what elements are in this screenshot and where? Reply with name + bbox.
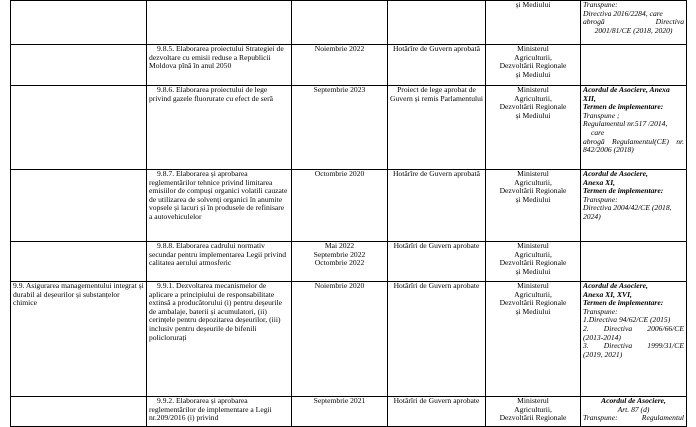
note-line: Acordul de Asociere, (583, 281, 648, 290)
note-line: 842/2006 (2018) (583, 145, 634, 155)
notes-cell (581, 242, 687, 282)
authority-cell (486, 1, 581, 45)
subaction-cell: 9.8.6. Elaborarea proiectului de lege privind gazele fluorurate cu efect de seră (147, 86, 292, 170)
subaction-cell (147, 1, 292, 45)
authority-line: și Mediului (515, 194, 551, 204)
note-line: Anexa XI, XVI, (583, 289, 632, 299)
authority-line: Agriculturii, (514, 289, 552, 299)
deadline-cell: Septembrie 2021 (292, 397, 388, 427)
note-line: Anexa XI, (583, 177, 616, 187)
authority-line: Ministerul (517, 169, 549, 178)
table-row (11, 1, 687, 45)
authority-cell (486, 170, 581, 242)
note-line: 2024) (583, 211, 601, 221)
authority-line: Dezvoltării Regionale (499, 61, 567, 71)
notes-cell (581, 1, 687, 45)
authority-line: Ministerul (517, 396, 549, 405)
result-cell: Hotărîri de Guvern aprobate (388, 397, 486, 427)
note-line: (2019, 2021) (583, 349, 623, 359)
authority-cell (486, 45, 581, 86)
note-line: Transpune: Regulamentul (583, 413, 684, 423)
action-cell (11, 45, 147, 86)
authority-line: Dezvoltării Regionale (499, 413, 567, 423)
note-line: Termen de implementare: (583, 298, 664, 308)
table-row (11, 397, 687, 427)
action-cell (11, 170, 147, 242)
action-cell (11, 397, 147, 427)
action-cell (11, 242, 147, 282)
authority-line: Ministerul (517, 281, 549, 290)
note-line: Termen de implementare: (583, 102, 664, 112)
notes-cell (581, 170, 687, 242)
notes-cell (581, 86, 687, 170)
subaction-cell: 9.8.5. Elaborarea proiectului Strategiei de dezvoltare cu emisii reduse a Republicii Moldova pînă în anul 2050 (147, 45, 292, 86)
subaction-cell: 9.8.8. Elaborarea cadrului normativ secundar pentru implementarea Legii privind calitatea aerului atmosferic (147, 242, 292, 282)
authority-line: Agriculturii, (514, 52, 552, 62)
deadline-cell (292, 1, 388, 45)
authority-line: și Mediului (515, 0, 551, 9)
note-line: 2001/81/CE (2018, 2020) (594, 25, 673, 35)
note-line: Directiva 2016/2284, care (583, 8, 663, 18)
authority-line: și Mediului (515, 306, 551, 316)
deadline-cell: Septembrie 2023 (292, 86, 388, 170)
action-cell (11, 86, 147, 170)
authority-line: Ministerul (517, 44, 549, 53)
table-row (11, 282, 687, 397)
table-row (11, 242, 687, 282)
action-cell: 9.9. Asigurarea managementului integrat și durabil al deșeurilor și substanțelor chimice (11, 282, 147, 397)
authority-line: Ministerul (517, 241, 549, 250)
subaction-cell: 9.8.7. Elaborarea și aprobarea reglementărilor tehnice privind limitarea emisiilor de compuși organici volatili cauzate de utilizarea de solvenți organici în anumite vopsele și lacuri și în produsele de refinisare a autovehiculelor (147, 170, 292, 242)
action-plan-table (10, 0, 687, 427)
note-line: abrogă Regulamentul(CE) nr. (583, 136, 684, 146)
authority-line: Agriculturii, (514, 93, 552, 103)
note-line: Art. 87 (d) (617, 404, 650, 414)
result-cell: Hotărîre de Guvern aprobată (388, 45, 486, 86)
deadline-cell (292, 242, 388, 282)
note-line: abrogă Directiva (583, 17, 684, 27)
authority-cell (486, 397, 581, 427)
notes-cell (581, 397, 687, 427)
table-row (11, 45, 687, 86)
subaction-cell: 9.9.2. Elaborarea și aprobarea reglementărilor de implementare a Legii nr.209/2016 (i) privind (147, 397, 292, 427)
note-line: Directiva 2004/42/CE (2018, (583, 203, 672, 213)
note-line: care (591, 127, 605, 137)
table-row (11, 170, 687, 242)
note-line: 1.Directiva 94/62/CE (2015) (583, 315, 671, 325)
notes-cell (581, 45, 687, 86)
note-line: Transpune: (583, 0, 618, 9)
result-cell: Hotărîri de Guvern aprobate (388, 282, 486, 397)
authority-line: și Mediului (515, 266, 551, 276)
authority-line: Dezvoltării Regionale (499, 186, 567, 196)
deadline-line: Mai 2022 (324, 241, 355, 250)
note-line: Transpune: (583, 306, 618, 316)
note-line: Termen de implementare: (583, 186, 664, 196)
subaction-cell: 9.9.1. Dezvoltarea mecanismelor de aplicare a principiului de responsabilitate extinsă a producătorului (i) pentru deșeurile de ambalaje, baterii și acumulatori, (ii) cerințele pentru depozitarea deșeurilor, (iii) inclusiv pentru deșeurile de bifenili policlorurați (147, 282, 292, 397)
deadline-cell: Noiembrie 2022 (292, 45, 388, 86)
note-line: Acordul de Asociere, (601, 396, 666, 405)
note-line: (2013-2014) (583, 332, 621, 342)
authority-cell (486, 242, 581, 282)
authority-line: Agriculturii, (514, 177, 552, 187)
note-line: Transpune ; (583, 110, 620, 120)
action-cell (11, 1, 147, 45)
result-cell: Hotărîri de Guvern aprobate (388, 242, 486, 282)
authority-line: Ministerul (517, 85, 549, 94)
note-line: Acordul de Asociere, (583, 169, 648, 178)
deadline-line: Septembrie 2022 (313, 249, 366, 259)
deadline-cell: Octombrie 2020 (292, 170, 388, 242)
notes-cell (581, 282, 687, 397)
result-cell: Hotărîre de Guvern aprobată (388, 170, 486, 242)
note-line: 2. Directiva 2006/66/CE (583, 323, 684, 333)
authority-cell (486, 86, 581, 170)
result-cell: Proiect de lege aprobat de Guvern și remis Parlamentului (388, 86, 486, 170)
authority-cell (486, 282, 581, 397)
result-cell (388, 1, 486, 45)
note-line: Acordul de Asociere, Anexa XII, (583, 85, 670, 103)
table-row (11, 86, 687, 170)
deadline-line: Octombrie 2022 (314, 258, 365, 268)
note-line: Transpune: (583, 194, 618, 204)
note-line: Regulamentul nr.517 /2014, (583, 119, 668, 129)
authority-line: Dezvoltării Regionale (499, 102, 567, 112)
authority-line: Agriculturii, (514, 404, 552, 414)
note-line: 3. Directiva 1999/31/CE (583, 341, 684, 351)
authority-line: Dezvoltării Regionale (499, 258, 567, 268)
authority-line: Agriculturii, (514, 249, 552, 259)
authority-line: și Mediului (515, 69, 551, 79)
authority-line: și Mediului (515, 110, 551, 120)
deadline-cell: Noiembrie 2020 (292, 282, 388, 397)
authority-line: Dezvoltării Regionale (499, 298, 567, 308)
